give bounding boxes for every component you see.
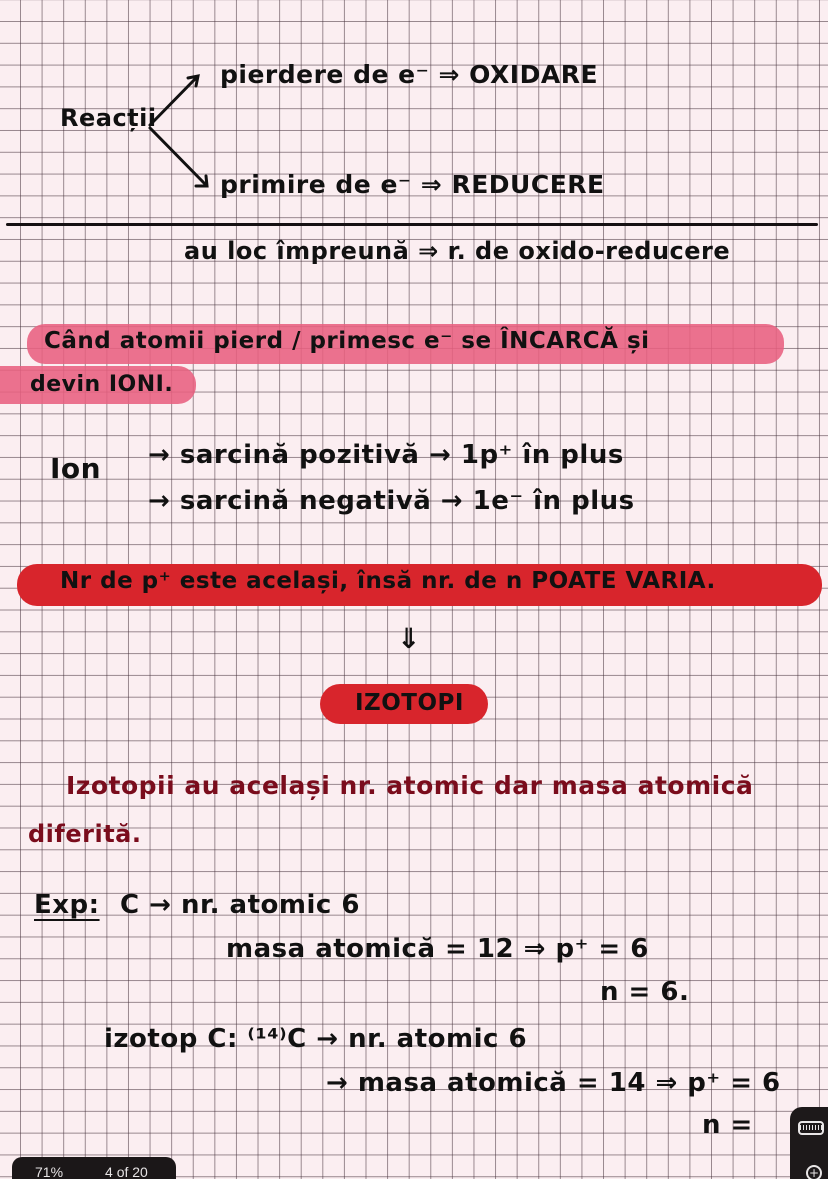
carbon-neutrons: n = 6. xyxy=(600,977,690,1007)
page-indicator[interactable]: 4 of 20 xyxy=(105,1164,148,1179)
zoom-level: 71% xyxy=(35,1164,64,1179)
isotope-c14-atomic-number: izotop C: ⁽¹⁴⁾C → nr. atomic 6 xyxy=(104,1024,528,1054)
example-label: Exp: xyxy=(34,890,100,920)
branch-reduction: primire de e⁻ ⇒ REDUCERE xyxy=(220,170,605,199)
carbon-atomic-number: C → nr. atomic 6 xyxy=(120,890,360,920)
floating-toolbar xyxy=(790,1107,828,1179)
carbon-atomic-mass: masa atomică = 12 ⇒ p⁺ = 6 xyxy=(226,934,649,964)
ions-statement-line2: devin IONI. xyxy=(30,372,174,397)
branch-oxidation: pierdere de e⁻ ⇒ OXIDARE xyxy=(220,60,599,89)
isotope-definition-line2: diferită. xyxy=(28,820,142,848)
ruler-icon[interactable] xyxy=(798,1121,824,1135)
viewer-status-pill[interactable] xyxy=(12,1157,176,1179)
isotope-c14-neutrons: n = xyxy=(702,1110,753,1140)
reactions-label: Reacții xyxy=(60,104,157,132)
ion-negative: → sarcină negativă → 1e⁻ în plus xyxy=(148,486,635,516)
implies-arrow: ⇓ xyxy=(397,622,421,655)
redox-conclusion: au loc împreună ⇒ r. de oxido-reducere xyxy=(184,237,731,265)
ion-label: Ion xyxy=(50,452,102,485)
isotope-c14-atomic-mass: → masa atomică = 14 ⇒ p⁺ = 6 xyxy=(326,1068,781,1098)
ions-statement-line1: Când atomii pierd / primesc e⁻ se ÎNCARCĂ și xyxy=(44,328,650,354)
isotope-statement: Nr de p⁺ este același, însă nr. de n POATE VARIA. xyxy=(60,568,716,594)
isotope-definition-line1: Izotopii au același nr. atomic dar masa atomică xyxy=(66,771,754,800)
add-icon[interactable]: + xyxy=(806,1165,822,1179)
section-divider xyxy=(6,223,818,226)
isotopes-badge-label: IZOTOPI xyxy=(355,690,464,716)
ion-positive: → sarcină pozitivă → 1p⁺ în plus xyxy=(148,440,624,470)
